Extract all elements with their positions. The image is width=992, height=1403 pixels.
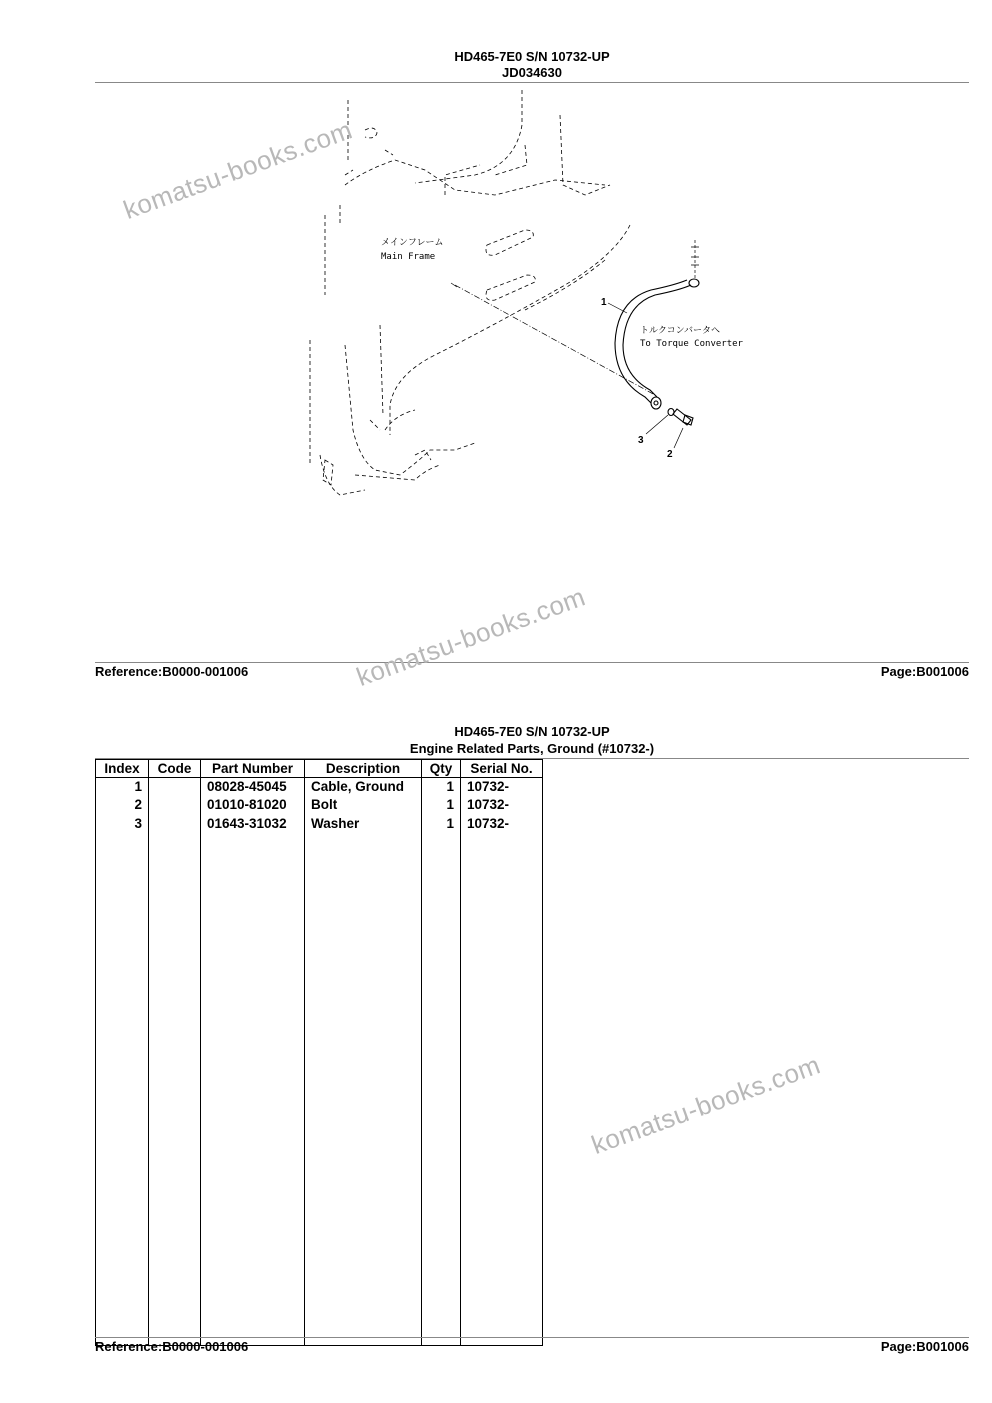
filler-cell (305, 833, 422, 1345)
col-description-header: Description (305, 760, 422, 778)
cell-part-number: 01010-81020 (201, 796, 305, 815)
watermark-text: komatsu-books.com (352, 581, 590, 693)
cell-code (149, 815, 201, 834)
diagram-title-code: JD034630 (502, 65, 562, 80)
parts-list-title-group: Engine Related Parts, Ground (#10732-) (409, 741, 655, 756)
cell-part-number: 08028-45045 (201, 778, 305, 797)
filler-cell (201, 833, 305, 1345)
cell-serial: 10732- (461, 778, 543, 797)
converter-label-en: To Torque Converter (640, 339, 743, 349)
col-code-header: Code (149, 760, 201, 778)
diagram-title-model: HD465-7E0 S/N 10732-UP (454, 49, 610, 64)
watermark-text: komatsu-books.com (119, 114, 357, 226)
parts-reference-label: Reference:B0000-001006 (95, 1339, 249, 1354)
col-serial-header: Serial No. (461, 760, 543, 778)
cell-description: Bolt (305, 796, 422, 815)
filler-cell (96, 833, 149, 1345)
cell-serial: 10732- (461, 796, 543, 815)
cell-part-number: 01643-31032 (201, 815, 305, 834)
col-qty-header: Qty (422, 760, 461, 778)
filler-cell (149, 833, 201, 1345)
callout-3: 3 (638, 435, 644, 446)
cell-index: 3 (96, 815, 149, 834)
cell-description: Cable, Ground (305, 778, 422, 797)
table-header-row (96, 760, 543, 778)
callout-2: 2 (667, 449, 673, 460)
parts-table (95, 759, 543, 1346)
page-label: Page:B001006 (880, 664, 969, 679)
parts-list-title-model: HD465-7E0 S/N 10732-UP (454, 724, 610, 739)
header-divider (95, 82, 969, 83)
table-row (96, 815, 543, 834)
filler-cell (422, 833, 461, 1345)
footer-divider (95, 662, 969, 663)
watermark-text: komatsu-books.com (587, 1049, 825, 1161)
callout-1: 1 (601, 297, 607, 308)
cell-serial: 10732- (461, 815, 543, 834)
cell-index: 2 (96, 796, 149, 815)
parts-footer-divider (95, 1337, 969, 1338)
table-row (96, 796, 543, 815)
parts-page-label: Page:B001006 (880, 1339, 969, 1354)
cell-description: Washer (305, 815, 422, 834)
main-frame-label-en: Main Frame (381, 252, 436, 262)
cell-qty: 1 (422, 815, 461, 834)
table-filler-row (96, 833, 543, 1345)
cell-code (149, 796, 201, 815)
converter-label-jp: トルクコンバータへ (640, 326, 721, 336)
cell-index: 1 (96, 778, 149, 797)
reference-label: Reference:B0000-001006 (95, 664, 249, 679)
main-frame-label-jp: メインフレーム (381, 238, 444, 248)
cell-qty: 1 (422, 796, 461, 815)
col-part-number-header: Part Number (201, 760, 305, 778)
filler-cell (461, 833, 543, 1345)
table-row (96, 778, 543, 797)
cell-code (149, 778, 201, 797)
cell-qty: 1 (422, 778, 461, 797)
col-index-header: Index (96, 760, 149, 778)
